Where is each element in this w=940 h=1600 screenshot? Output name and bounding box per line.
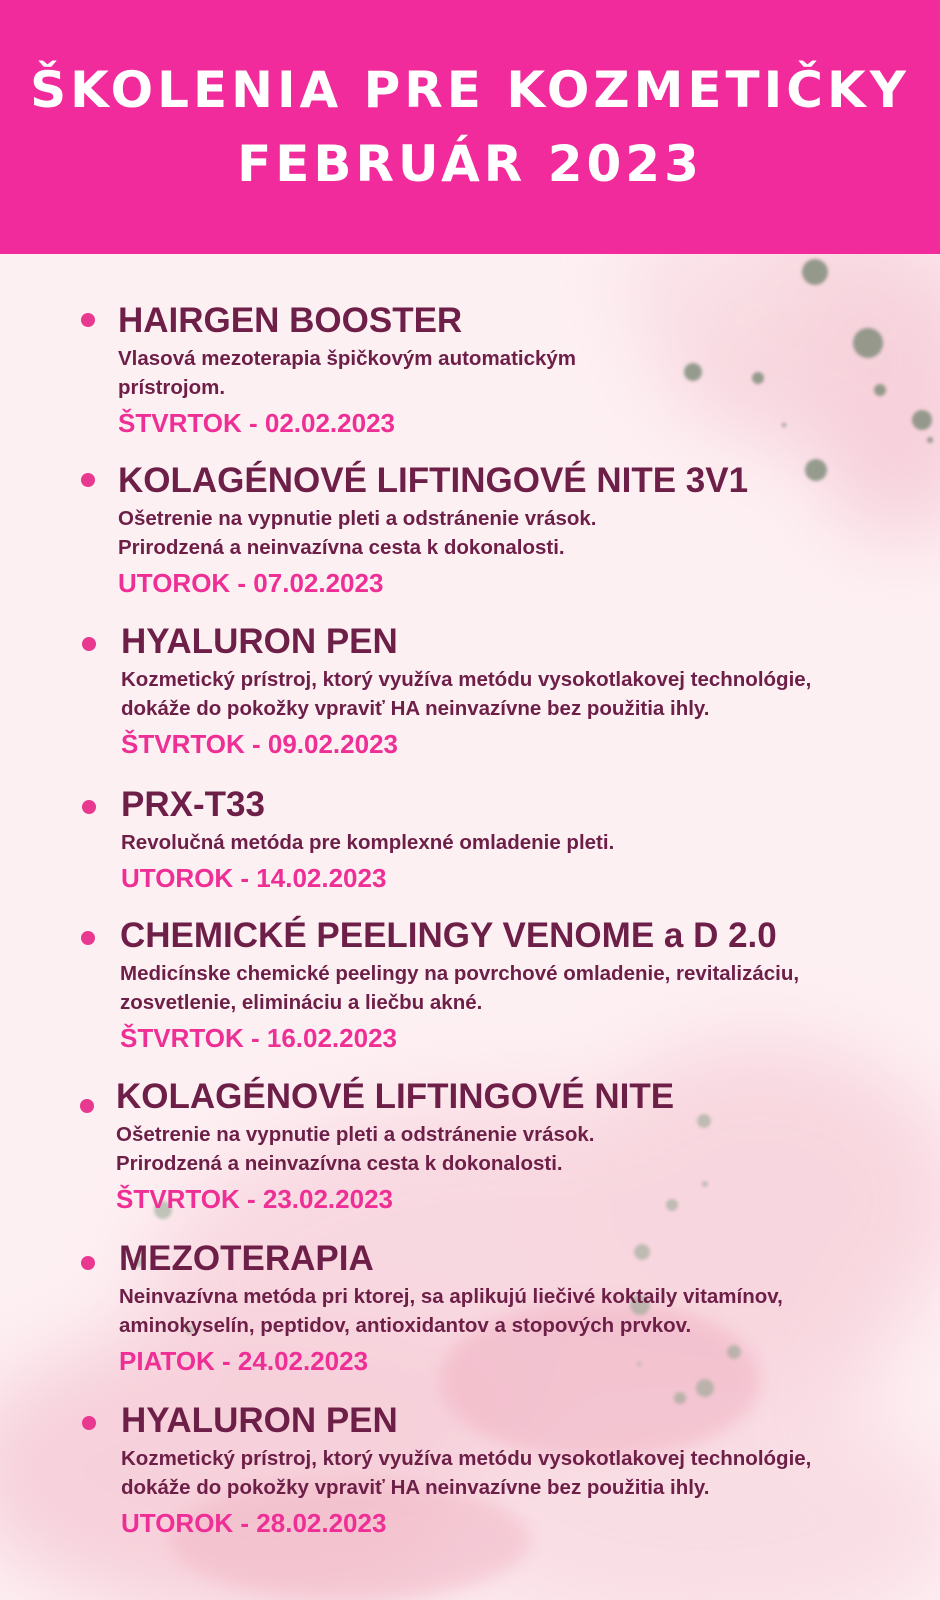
training-description: Kozmetický prístroj, ktorý využíva metódu vysokotlakovej technológie, dokáže do pokožky vpraviť HA neinvazívne bez použitia ihly. bbox=[121, 668, 812, 720]
training-description: Revolučná metóda pre komplexné omladenie pleti. bbox=[121, 831, 615, 854]
training-title: KOLAGÉNOVÉ LIFTINGOVÉ NITE bbox=[116, 1077, 675, 1116]
bullet-icon bbox=[82, 637, 96, 651]
training-date: ŠTVRTOK - 09.02.2023 bbox=[121, 729, 398, 759]
training-date: PIATOK - 24.02.2023 bbox=[119, 1346, 369, 1376]
bullet-icon bbox=[81, 313, 95, 327]
training-description: Ošetrenie na vypnutie pleti a odstránenie vrások. Prirodzená a neinvazívna cesta k dokonalosti. bbox=[118, 507, 597, 559]
training-description: Ošetrenie na vypnutie pleti a odstránenie vrások. Prirodzená a neinvazívna cesta k dokonalosti. bbox=[116, 1123, 595, 1175]
training-date: UTOROK - 07.02.2023 bbox=[118, 568, 384, 598]
training-date: UTOROK - 28.02.2023 bbox=[121, 1508, 387, 1538]
bullet-icon bbox=[80, 1099, 94, 1113]
training-date: ŠTVRTOK - 23.02.2023 bbox=[116, 1184, 393, 1214]
training-title: PRX-T33 bbox=[121, 785, 265, 824]
training-description: Medicínske chemické peelingy na povrchové omladenie, revitalizáciu, zosvetlenie, elimináciu a liečbu akné. bbox=[120, 962, 800, 1014]
bullet-icon bbox=[82, 1416, 96, 1430]
page-title-line-2: FEBRUÁR 2023 bbox=[237, 135, 703, 193]
training-description: Neinvazívna metóda pri ktorej, sa aplikujú liečivé koktaily vitamínov, aminokyselín, peptidov, antioxidantov a stopových prvkov. bbox=[119, 1285, 783, 1337]
training-title: HAIRGEN BOOSTER bbox=[118, 301, 463, 340]
page-title-line-1: ŠKOLENIA PRE KOZMETIČKY bbox=[30, 61, 910, 119]
bullet-icon bbox=[81, 931, 95, 945]
training-description: Vlasová mezoterapia špičkovým automatickým prístrojom. bbox=[118, 347, 577, 399]
training-title: HYALURON PEN bbox=[121, 622, 398, 661]
training-title: MEZOTERAPIA bbox=[119, 1239, 374, 1278]
bullet-icon bbox=[81, 1256, 95, 1270]
training-title: KOLAGÉNOVÉ LIFTINGOVÉ NITE 3V1 bbox=[118, 461, 749, 500]
training-title: HYALURON PEN bbox=[121, 1401, 398, 1440]
training-date: UTOROK - 14.02.2023 bbox=[121, 863, 387, 893]
bullet-icon bbox=[81, 473, 95, 487]
training-date: ŠTVRTOK - 02.02.2023 bbox=[118, 408, 395, 438]
training-description: Kozmetický prístroj, ktorý využíva metódu vysokotlakovej technológie, dokáže do pokožky vpraviť HA neinvazívne bez použitia ihly. bbox=[121, 1447, 812, 1499]
bullet-icon bbox=[82, 800, 96, 814]
training-title: CHEMICKÉ PEELINGY VENOME a D 2.0 bbox=[120, 916, 777, 955]
training-date: ŠTVRTOK - 16.02.2023 bbox=[120, 1023, 397, 1053]
